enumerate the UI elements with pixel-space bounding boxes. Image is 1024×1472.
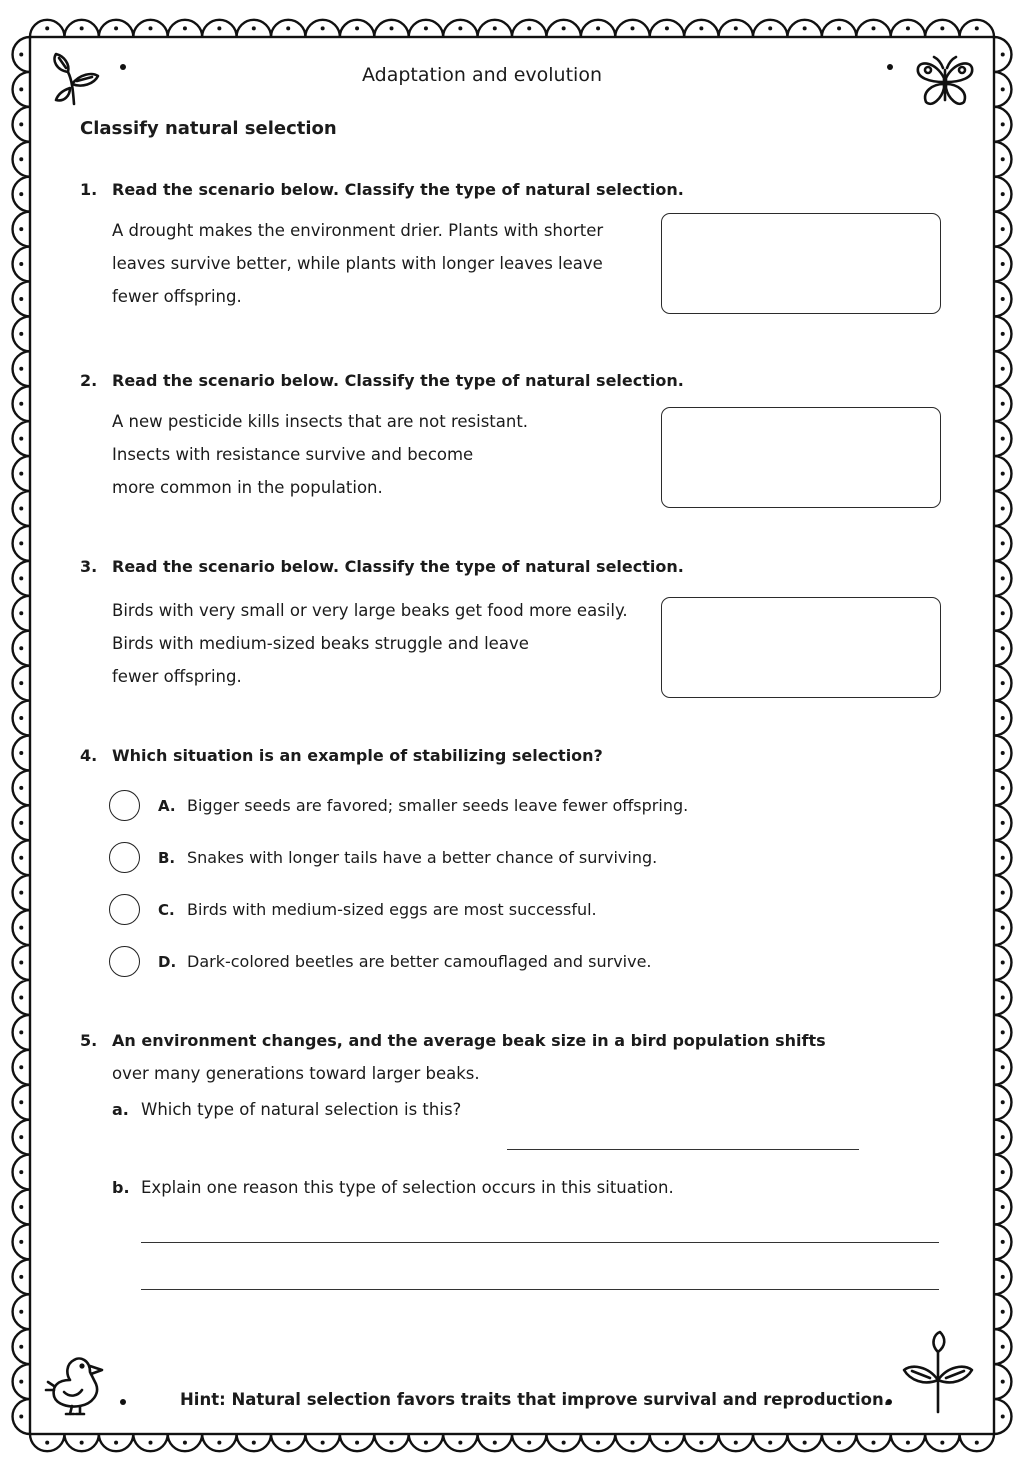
scallop-dot xyxy=(1001,926,1005,930)
scallop-dot xyxy=(19,1030,23,1034)
scallop-dot xyxy=(1001,122,1005,126)
sub-question-a-text: Which type of natural selection is this? xyxy=(141,1100,462,1119)
scallop-dot xyxy=(803,26,807,30)
scenario-line: fewer offspring. xyxy=(112,667,242,686)
scallop-dot xyxy=(45,26,49,30)
scallop-dot xyxy=(872,1441,876,1445)
scallop-dot xyxy=(1001,611,1005,615)
scenario-line: Insects with resistance survive and become xyxy=(112,445,474,464)
scallop-dot xyxy=(390,26,394,30)
hint-text: Hint: Natural selection favors traits that improve survival and reproduction. xyxy=(180,1390,890,1409)
scallop-dot xyxy=(906,1441,910,1445)
scallop-dot xyxy=(19,1100,23,1104)
scallop-dot xyxy=(19,402,23,406)
scallop-dot xyxy=(1001,1135,1005,1139)
scallop-dot xyxy=(19,1310,23,1314)
scallop-dot xyxy=(252,1441,256,1445)
scallop-dot xyxy=(19,227,23,231)
scallop-dot xyxy=(252,26,256,30)
scallop-dot xyxy=(355,26,359,30)
scallop-dot xyxy=(975,1441,979,1445)
scallop-dot xyxy=(527,26,531,30)
answer-line[interactable] xyxy=(141,1289,939,1290)
scallop-dot xyxy=(19,506,23,510)
scallop-dot xyxy=(19,786,23,790)
scallop-dot xyxy=(1001,437,1005,441)
scallop-dot xyxy=(19,541,23,545)
scallop-dot xyxy=(1001,821,1005,825)
scallop-dot xyxy=(1001,751,1005,755)
option-b-text: Snakes with longer tails have a better chance of surviving. xyxy=(187,848,658,867)
scallop-dot xyxy=(217,1441,221,1445)
scallop-dot xyxy=(1001,1275,1005,1279)
option-a-text: Bigger seeds are favored; smaller seeds leave fewer offspring. xyxy=(187,796,689,815)
scallop-dot xyxy=(1001,1310,1005,1314)
option-letter: B. xyxy=(158,849,176,867)
question-prompt: Read the scenario below. Classify the type of natural selection. xyxy=(112,371,684,390)
scallop-dot xyxy=(1001,1240,1005,1244)
question-prompt: Read the scenario below. Classify the type of natural selection. xyxy=(112,180,684,199)
question-prompt: Read the scenario below. Classify the type of natural selection. xyxy=(112,557,684,576)
scallop-dot xyxy=(321,1441,325,1445)
scallop-dot xyxy=(19,1415,23,1419)
sub-question-b-text: Explain one reason this type of selection occurs in this situation. xyxy=(141,1178,674,1197)
scallop-dot xyxy=(390,1441,394,1445)
scallop-dot xyxy=(1001,891,1005,895)
scallop-dot xyxy=(183,1441,187,1445)
scallop-dot xyxy=(1001,786,1005,790)
scenario-line: A new pesticide kills insects that are not resistant. xyxy=(112,412,529,431)
scallop-dot xyxy=(1001,716,1005,720)
option-a-radio[interactable] xyxy=(109,790,140,821)
scallop-dot xyxy=(768,26,772,30)
scallop-dot xyxy=(1001,961,1005,965)
scallop-dot xyxy=(1001,87,1005,91)
scallop-dot xyxy=(1001,402,1005,406)
scallop-dot xyxy=(1001,1065,1005,1069)
answer-box[interactable] xyxy=(661,213,941,314)
scallop-dot xyxy=(975,26,979,30)
scallop-dot xyxy=(1001,1030,1005,1034)
scallop-dot xyxy=(596,1441,600,1445)
worksheet-title: Adaptation and evolution xyxy=(361,64,602,86)
scallop-dot xyxy=(19,1240,23,1244)
scallop-dot xyxy=(1001,1170,1005,1174)
scallop-dot xyxy=(19,1170,23,1174)
scallop-dot xyxy=(1001,367,1005,371)
answer-line[interactable] xyxy=(141,1242,939,1243)
scenario-line: more common in the population. xyxy=(112,478,383,497)
scallop-dot xyxy=(1001,472,1005,476)
scallop-dot xyxy=(493,1441,497,1445)
scallop-dot xyxy=(19,576,23,580)
scallop-dot xyxy=(355,1441,359,1445)
scallop-dot xyxy=(217,26,221,30)
scenario-line: Birds with very small or very large beaks get food more easily. xyxy=(112,601,628,620)
scallop-dot xyxy=(1001,541,1005,545)
scallop-dot xyxy=(940,1441,944,1445)
scallop-dot xyxy=(631,26,635,30)
scallop-dot xyxy=(1001,506,1005,510)
scallop-dot xyxy=(19,926,23,930)
option-d-text: Dark-colored beetles are better camouflaged and survive. xyxy=(187,952,652,971)
scallop-dot xyxy=(45,1441,49,1445)
option-letter: D. xyxy=(158,953,177,971)
scallop-dot xyxy=(19,297,23,301)
scallop-dot xyxy=(149,1441,153,1445)
question-prompt-continued: over many generations toward larger beaks. xyxy=(112,1064,480,1083)
scallop-dot xyxy=(19,262,23,266)
scenario-text xyxy=(112,405,528,504)
scallop-dot xyxy=(183,26,187,30)
scallop-dot xyxy=(1001,297,1005,301)
scenario-line: A drought makes the environment drier. Plants with shorter xyxy=(112,221,604,240)
scallop-dot xyxy=(1001,332,1005,336)
scallop-dot xyxy=(631,1441,635,1445)
option-d-radio[interactable] xyxy=(109,946,140,977)
scallop-dot xyxy=(19,995,23,999)
scallop-dot xyxy=(80,26,84,30)
question-number: 4. xyxy=(80,746,98,765)
scallop-dot xyxy=(1001,227,1005,231)
scallop-dot xyxy=(665,26,669,30)
scallop-dot xyxy=(19,821,23,825)
scallop-dot xyxy=(19,192,23,196)
question-number: 5. xyxy=(80,1031,98,1050)
scallop-dot xyxy=(321,26,325,30)
answer-box[interactable] xyxy=(661,597,941,698)
scallop-dot xyxy=(19,367,23,371)
scallop-dot xyxy=(19,437,23,441)
question-prompt: Which situation is an example of stabilizing selection? xyxy=(112,746,603,765)
scallop-dot xyxy=(19,1205,23,1209)
scallop-dot xyxy=(1001,157,1005,161)
scenario-line: Birds with medium-sized beaks struggle and leave xyxy=(112,634,529,653)
scallop-dot xyxy=(1001,52,1005,56)
sub-question-label: a. xyxy=(112,1100,129,1119)
scallop-dot xyxy=(699,26,703,30)
scallop-dot xyxy=(424,1441,428,1445)
scallop-dot xyxy=(19,1380,23,1384)
scallop-dot xyxy=(19,646,23,650)
scallop-dot xyxy=(1001,1205,1005,1209)
option-c-text: Birds with medium-sized eggs are most successful. xyxy=(187,900,597,919)
scallop-dot xyxy=(19,961,23,965)
scallop-dot xyxy=(19,122,23,126)
scallop-dot xyxy=(458,26,462,30)
scallop-dot xyxy=(906,26,910,30)
scallop-dot xyxy=(1001,192,1005,196)
bird-icon xyxy=(44,1350,114,1416)
scallop-dot xyxy=(1001,856,1005,860)
scenario-text xyxy=(112,594,628,693)
scallop-dot xyxy=(19,87,23,91)
decor-dot xyxy=(120,1399,126,1405)
scallop-dot xyxy=(1001,1345,1005,1349)
scallop-dot xyxy=(1001,262,1005,266)
scallop-dot xyxy=(19,716,23,720)
sprout-icon xyxy=(900,1330,976,1414)
scallop-dot xyxy=(19,611,23,615)
scallop-dot xyxy=(286,26,290,30)
scallop-dot xyxy=(80,1441,84,1445)
option-b-radio[interactable] xyxy=(109,842,140,873)
scallop-dot xyxy=(19,1275,23,1279)
scallop-dot xyxy=(734,26,738,30)
scallop-dot xyxy=(1001,1380,1005,1384)
scallop-dot xyxy=(837,1441,841,1445)
question-prompt: An environment changes, and the average beak size in a bird population shifts xyxy=(112,1031,826,1050)
scallop-dot xyxy=(19,681,23,685)
option-letter: C. xyxy=(158,901,175,919)
scallop-dot xyxy=(665,1441,669,1445)
scenario-line: leaves survive better, while plants with longer leaves leave xyxy=(112,254,603,273)
answer-line[interactable] xyxy=(507,1149,859,1150)
sub-question-label: b. xyxy=(112,1178,130,1197)
scallop-dot xyxy=(872,26,876,30)
answer-box[interactable] xyxy=(661,407,941,508)
scallop-dot xyxy=(734,1441,738,1445)
scallop-dot xyxy=(286,1441,290,1445)
scallop-dot xyxy=(458,1441,462,1445)
option-letter: A. xyxy=(158,797,176,815)
scenario-line: fewer offspring. xyxy=(112,287,242,306)
scallop-dot xyxy=(1001,576,1005,580)
question-number: 1. xyxy=(80,180,98,199)
scallop-dot xyxy=(114,26,118,30)
scallop-dot xyxy=(424,26,428,30)
scallop-dot xyxy=(1001,646,1005,650)
scallop-dot xyxy=(1001,1415,1005,1419)
question-number: 3. xyxy=(80,557,98,576)
scallop-dot xyxy=(19,52,23,56)
scallop-dot xyxy=(19,1135,23,1139)
scallop-dot xyxy=(1001,995,1005,999)
scallop-dot xyxy=(19,157,23,161)
scallop-dot xyxy=(493,26,497,30)
scallop-dot xyxy=(803,1441,807,1445)
scallop-dot xyxy=(19,891,23,895)
question-number: 2. xyxy=(80,371,98,390)
scallop-dot xyxy=(562,1441,566,1445)
scallop-dot xyxy=(596,26,600,30)
section-title: Classify natural selection xyxy=(80,118,337,139)
scallop-dot xyxy=(699,1441,703,1445)
scallop-dot xyxy=(19,472,23,476)
option-c-radio[interactable] xyxy=(109,894,140,925)
scallop-dot xyxy=(114,1441,118,1445)
scenario-text xyxy=(112,214,603,313)
scallop-dot xyxy=(768,1441,772,1445)
scallop-dot xyxy=(527,1441,531,1445)
scallop-dot xyxy=(19,332,23,336)
scallop-dot xyxy=(1001,1100,1005,1104)
scallop-dot xyxy=(19,856,23,860)
scallop-dot xyxy=(940,26,944,30)
scallop-dot xyxy=(19,1345,23,1349)
scallop-dot xyxy=(562,26,566,30)
scallop-dot xyxy=(837,26,841,30)
scallop-dot xyxy=(19,751,23,755)
scallop-dot xyxy=(1001,681,1005,685)
scallop-dot xyxy=(19,1065,23,1069)
scallop-dot xyxy=(149,26,153,30)
